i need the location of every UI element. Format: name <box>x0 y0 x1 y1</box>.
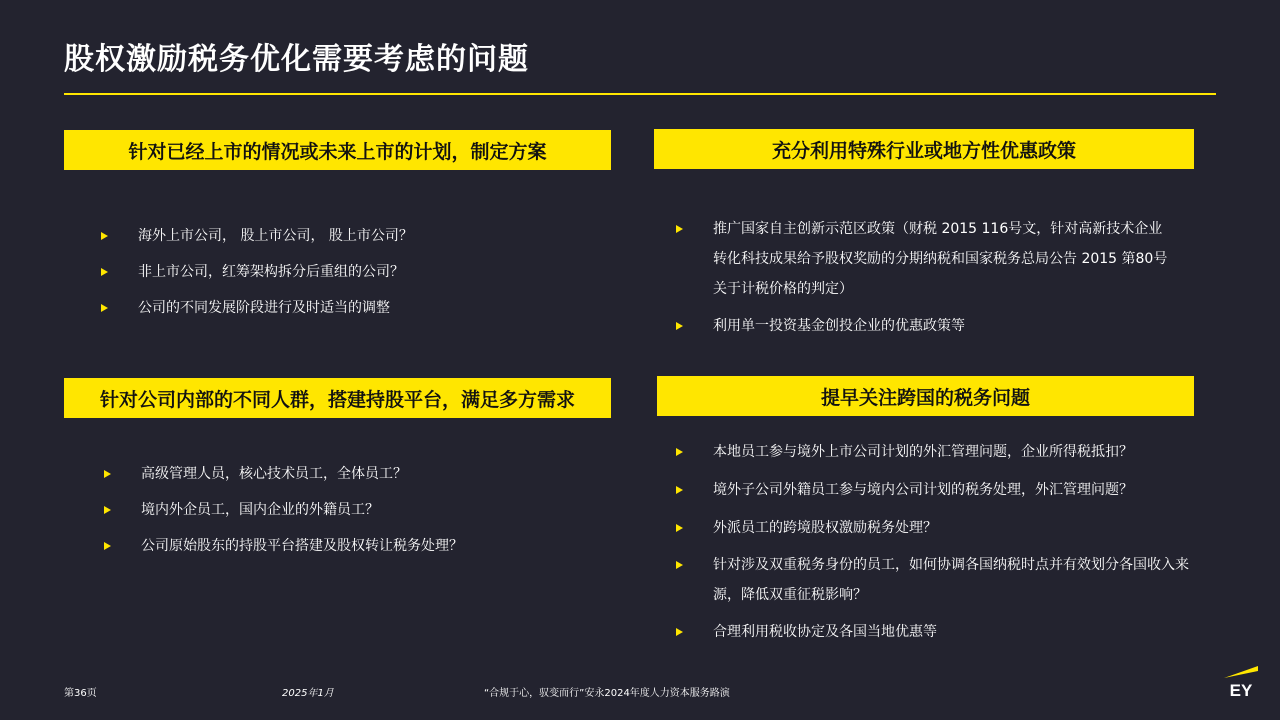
bullet-arrow-icon <box>676 448 683 456</box>
footer-event: “合规于心，驭变而行”安永2024年度人力资本服务路演 <box>484 688 730 699</box>
footer-page-number: 第36页 <box>64 688 97 699</box>
list-item-text: 外派员工的跨境股权激励税务处理？ <box>713 520 937 536</box>
list-item <box>676 550 1196 610</box>
bullet-arrow-icon <box>104 506 111 514</box>
bullet-arrow-icon <box>676 225 683 233</box>
cross-border-tax-list <box>676 436 1196 648</box>
section-heading-preferential-policy: 充分利用特殊行业或地方性优惠政策 <box>654 129 1194 169</box>
list-item <box>676 436 1196 468</box>
logo-text: EY <box>1229 681 1253 700</box>
holding-platform-list <box>104 456 604 564</box>
list-item <box>676 616 1196 648</box>
list-item <box>104 456 604 492</box>
list-item-text: 非上市公司，红筹架构拆分后重组的公司？ <box>138 264 404 280</box>
list-item <box>104 528 604 564</box>
page-title: 股权激励税务优化需要考虑的问题 <box>64 42 529 77</box>
listing-plan-list <box>101 218 621 326</box>
list-item <box>101 254 621 290</box>
list-item-text: 推广国家自主创新示范区政策（财税 2015 116号文，针对高新技术企业转化科技成果给予股权奖励的分期纳税和国家税务总局公告 2015 第80号关于计税价格的判定） <box>713 221 1168 297</box>
preferential-policy-list <box>676 214 1176 344</box>
list-item-text: 公司原始股东的持股平台搭建及股权转让税务处理？ <box>141 538 463 554</box>
bullet-arrow-icon <box>676 524 683 532</box>
list-item-text: 公司的不同发展阶段进行及时适当的调整 <box>138 300 390 316</box>
list-item <box>676 512 1196 544</box>
list-item-text: 针对涉及双重税务身份的员工，如何协调各国纳税时点并有效划分各国收入来源，降低双重征税影响？ <box>713 557 1189 603</box>
list-item <box>676 474 1196 506</box>
bullet-arrow-icon <box>101 232 108 240</box>
list-item-text: 本地员工参与境外上市公司计划的外汇管理问题，企业所得税抵扣？ <box>713 444 1133 460</box>
section-heading-cross-border-tax: 提早关注跨国的税务问题 <box>657 376 1194 416</box>
bullet-arrow-icon <box>676 561 683 569</box>
bullet-arrow-icon <box>104 470 111 478</box>
ey-logo-icon <box>1220 660 1260 700</box>
list-item-text: 合理利用税收协定及各国当地优惠等 <box>713 624 937 640</box>
list-item <box>101 218 621 254</box>
list-item-text: 高级管理人员，核心技术员工，全体员工？ <box>141 466 407 482</box>
section-heading-listing-plan: 针对已经上市的情况或未来上市的计划，制定方案 <box>64 130 611 170</box>
bullet-arrow-icon <box>676 322 683 330</box>
list-item-text: 境外子公司外籍员工参与境内公司计划的税务处理，外汇管理问题？ <box>713 482 1133 498</box>
bullet-arrow-icon <box>676 628 683 636</box>
list-item-text: 利用单一投资基金创投企业的优惠政策等 <box>713 318 965 334</box>
list-item <box>101 290 621 326</box>
bullet-arrow-icon <box>104 542 111 550</box>
list-item <box>104 492 604 528</box>
section-heading-holding-platform: 针对公司内部的不同人群，搭建持股平台，满足多方需求 <box>64 378 611 418</box>
bullet-arrow-icon <box>101 268 108 276</box>
title-divider <box>64 93 1216 95</box>
list-item-text: 海外上市公司， 股上市公司， 股上市公司？ <box>138 228 413 244</box>
footer-date: 2025年1月 <box>282 688 334 699</box>
list-item-text: 境内外企员工，国内企业的外籍员工？ <box>141 502 379 518</box>
bullet-arrow-icon <box>101 304 108 312</box>
list-item <box>676 308 1176 344</box>
list-item <box>676 214 1176 304</box>
logo-beam <box>1224 666 1258 678</box>
bullet-arrow-icon <box>676 486 683 494</box>
